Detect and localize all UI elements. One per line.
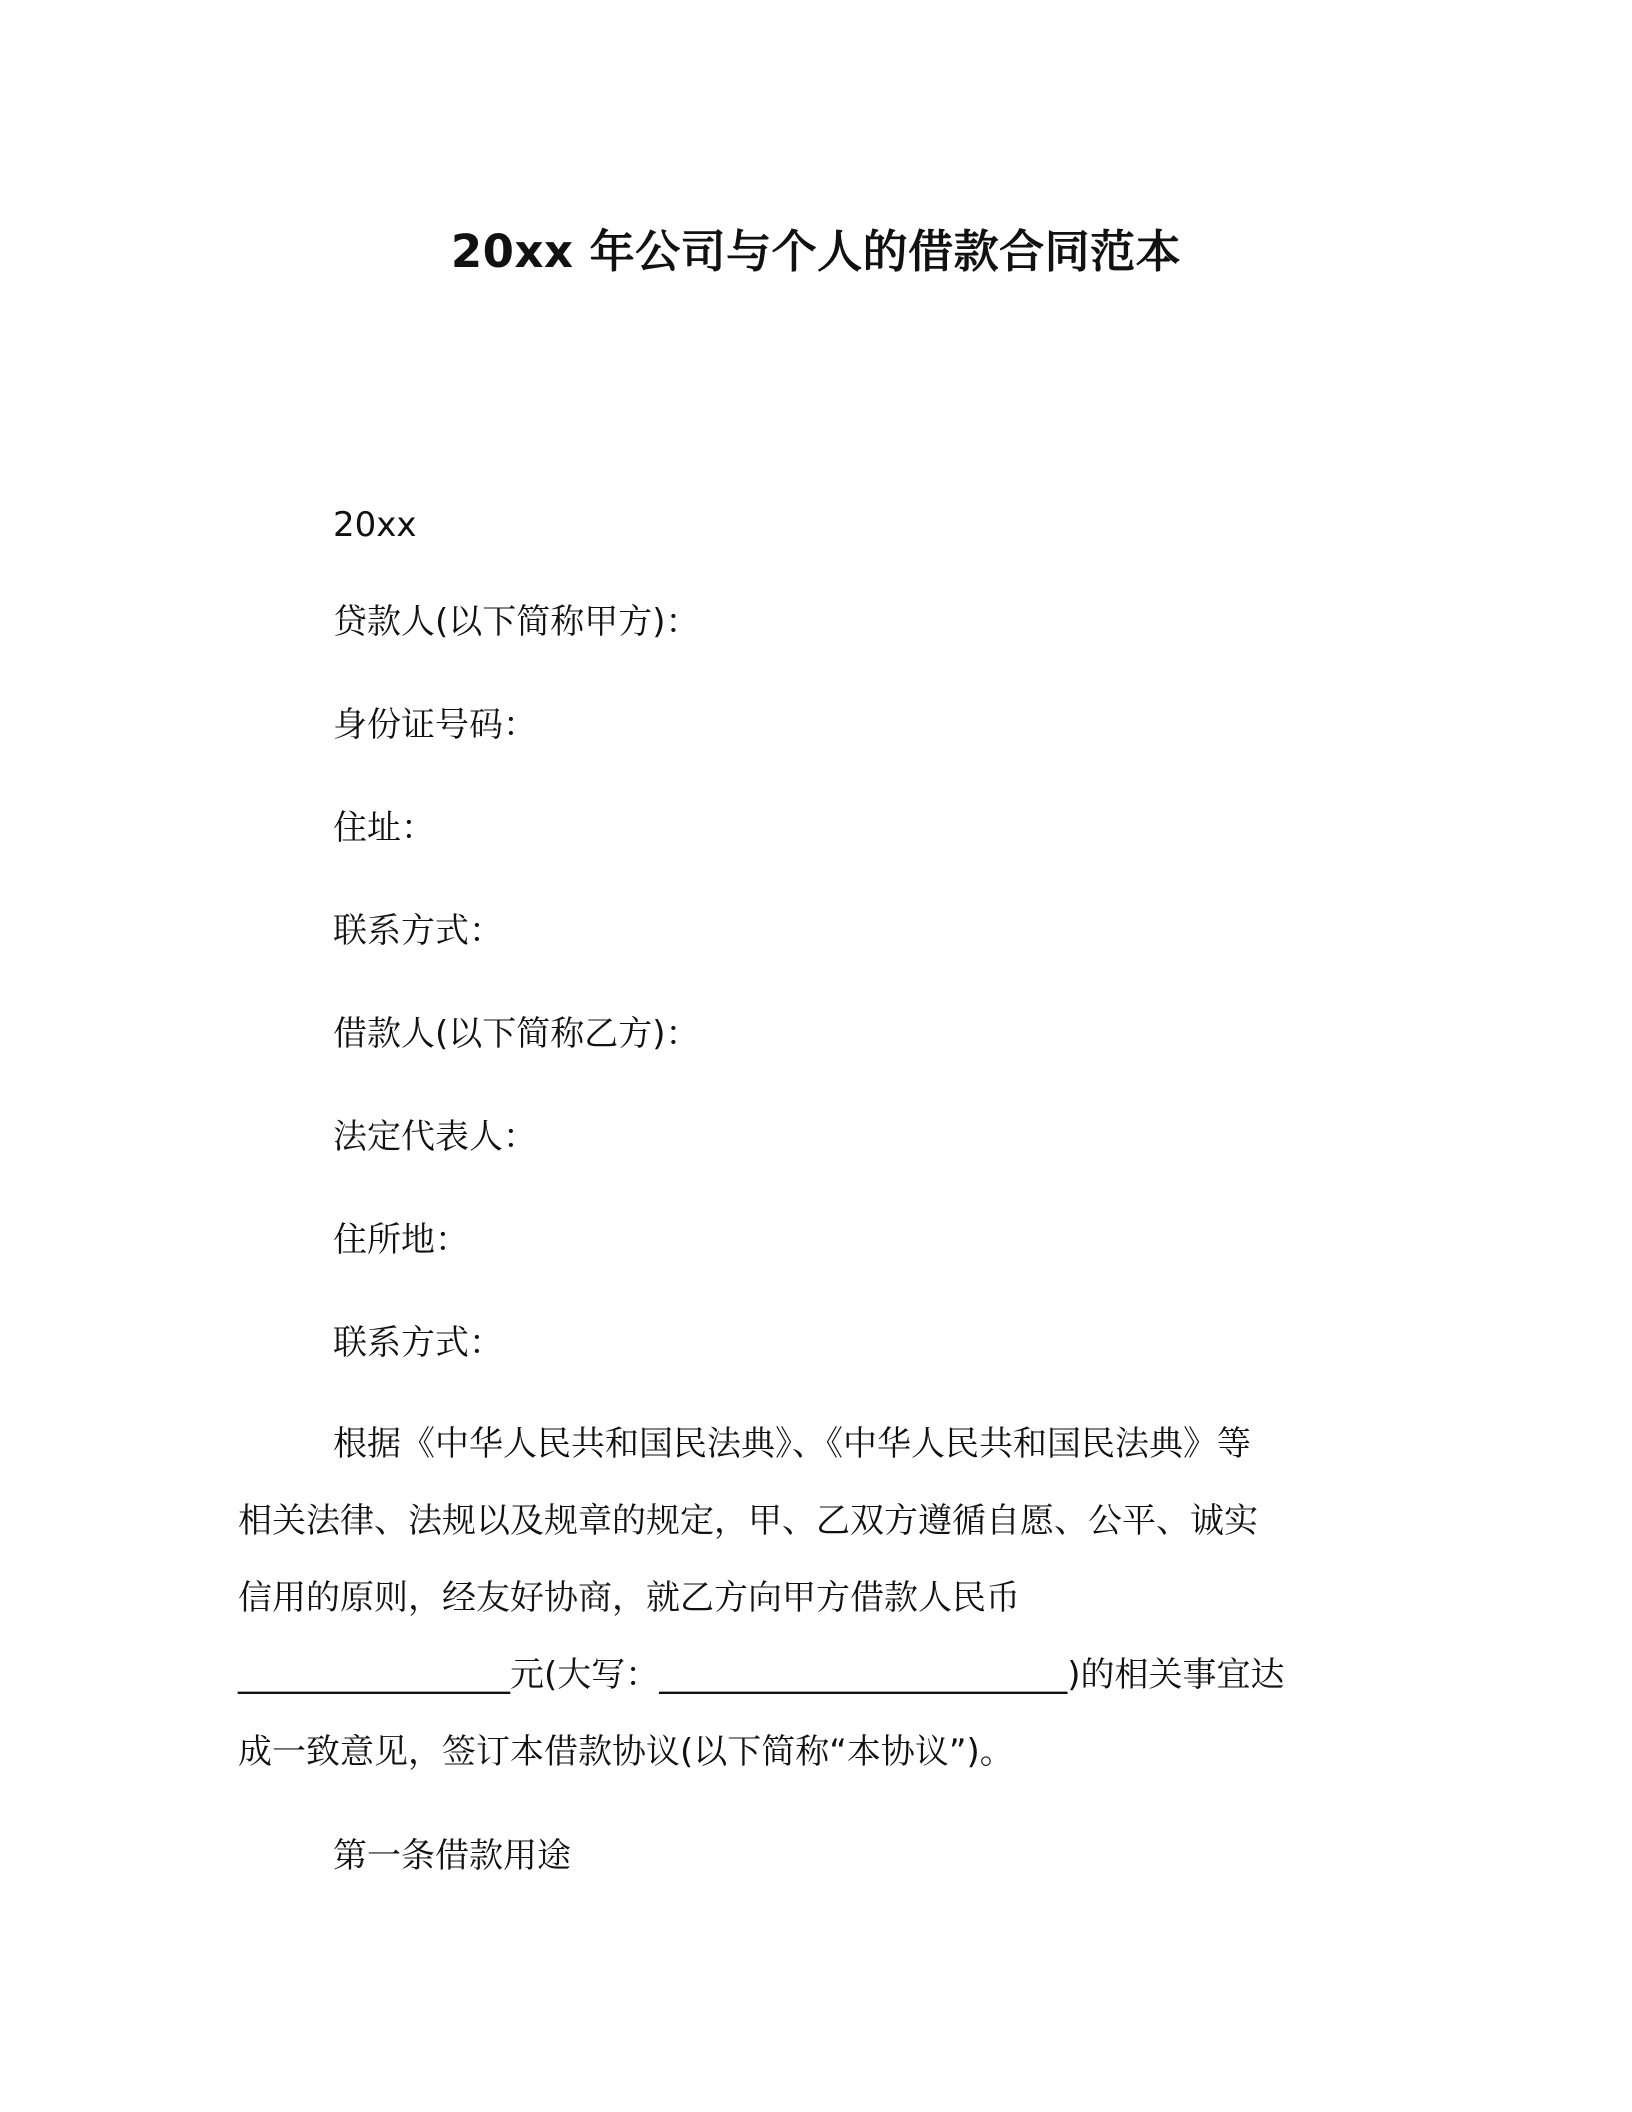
preamble-paragraph xyxy=(238,1406,1378,1791)
lender-contact-line: 联系方式： xyxy=(333,911,503,951)
section-heading-1: 第一条借款用途 xyxy=(333,1836,571,1876)
legal-representative-line: 法定代表人： xyxy=(333,1117,537,1157)
domicile-line: 住所地： xyxy=(333,1220,469,1260)
paragraph-line: 相关法律、法规以及规章的规定，甲、乙双方遵循自愿、公平、诚实 xyxy=(238,1501,1258,1541)
paragraph-line: 信用的原则，经友好协商，就乙方向甲方借款人民币 xyxy=(238,1578,1020,1618)
document-title: 20xx 年公司与个人的借款合同范本 xyxy=(450,225,1182,278)
id-number-line: 身份证号码： xyxy=(333,705,537,745)
paragraph-line: 成一致意见，签订本借款协议(以下简称“本协议”)。 xyxy=(238,1732,1014,1772)
borrower-line: 借款人(以下简称乙方)： xyxy=(333,1014,700,1054)
borrower-contact-line: 联系方式： xyxy=(333,1323,503,1363)
address-line: 住址： xyxy=(333,808,435,848)
year-line: 20xx xyxy=(333,505,417,545)
paragraph-line: 根据《中华人民共和国民法典》、《中华人民共和国民法典》等 xyxy=(333,1424,1251,1464)
lender-line: 贷款人(以下简称甲方)： xyxy=(333,602,700,642)
paragraph-line-amount: ________________元(大写：________________________)的相关事宜达 xyxy=(238,1655,1285,1695)
